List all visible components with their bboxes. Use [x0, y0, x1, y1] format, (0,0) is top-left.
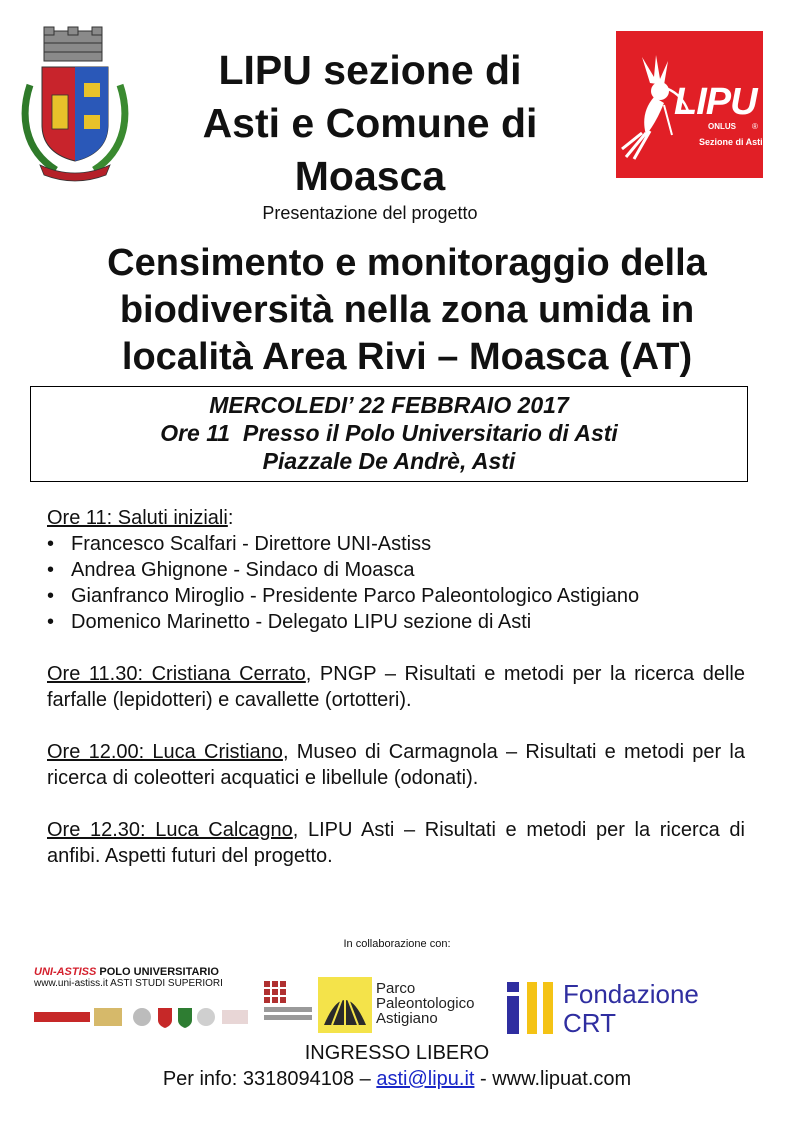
uni-astiss-logo	[34, 966, 249, 1038]
parco-line: Parco	[376, 980, 416, 997]
headline-line: località Area Rivi – Moasca (AT)	[121, 336, 693, 378]
talk-text: , Museo di Carmagnola – Risultati e metodi per la ricerca di coleotteri acquatici e libellule (odonati).	[47, 741, 745, 789]
uni-astiss-polo: POLO UNIVERSITARIO	[96, 966, 219, 978]
uni-astiss-studi: ASTI STUDI SUPERIORI	[107, 978, 223, 989]
uni-astiss-line2	[34, 978, 249, 989]
sponsor-logos-icon	[34, 1004, 249, 1030]
talk-item	[47, 739, 745, 791]
uni-astiss-line1	[34, 966, 249, 978]
greetings-label: Ore 11: Saluti iniziali	[47, 507, 228, 529]
info-suffix: - www.lipuat.com	[474, 1068, 632, 1090]
program	[47, 505, 745, 895]
lipu-logo	[616, 31, 763, 178]
event-date: MERCOLEDI’ 22 FEBBRAIO 2017	[209, 392, 569, 418]
list-item: • Domenico Marinetto - Delegato LIPU sezione di Asti	[47, 609, 745, 635]
project-headline	[40, 240, 774, 381]
greetings-heading	[47, 505, 745, 531]
event-time-place: Ore 11 Presso il Polo Universitario di Asti	[160, 420, 618, 446]
talk-label: Ore 12.00: Luca Cristiano	[47, 741, 283, 763]
event-address: Piazzale De Andrè, Asti	[262, 448, 516, 474]
parco-line: Astigiano	[376, 1010, 438, 1027]
talk-label: Ore 12.30: Luca Calcagno	[47, 819, 293, 841]
crt-line: CRT	[563, 1008, 616, 1038]
uni-astiss-url: www.uni-astiss.it	[34, 978, 108, 989]
lipu-onlus: ONLUS	[708, 122, 736, 131]
list-item: • Gianfranco Miroglio - Presidente Parco Paleontologico Astigiano	[47, 583, 745, 609]
talk-text: , LIPU Asti – Risultati e metodi per la ricerca di anfibi. Aspetti futuri del progetto.	[47, 819, 745, 867]
uni-astiss-name: UNI-ASTISS	[34, 966, 97, 978]
list-item: • Francesco Scalfari - Direttore UNI-Astiss	[47, 531, 745, 557]
lipu-registered: ®	[752, 122, 758, 131]
talk-label: Ore 11.30: Cristiana Cerrato	[47, 663, 306, 685]
title-line: Moasca	[294, 153, 446, 199]
subtitle: Presentazione del progetto	[262, 203, 478, 223]
talk-item	[47, 817, 745, 869]
greetings-colon: :	[227, 507, 234, 529]
moasca-coat-of-arms	[16, 25, 134, 183]
parco-text	[376, 981, 474, 1026]
free-entry: INGRESSO LIBERO	[304, 1042, 490, 1064]
collaboration-label: In collaborazione con:	[343, 938, 451, 950]
talk-item	[47, 661, 745, 713]
regione-piemonte-shell-icon	[262, 977, 374, 1033]
lipu-section: Sezione di Asti	[699, 137, 763, 147]
crt-line: Fondazione	[563, 979, 699, 1009]
event-details-box	[30, 386, 748, 482]
crt-bars-icon	[505, 980, 557, 1038]
page-title	[150, 44, 590, 203]
title-line: LIPU sezione di	[218, 47, 522, 93]
lipu-wordmark: LIPU	[674, 81, 757, 123]
speaker-list	[47, 531, 745, 635]
fondazione-crt-logo	[505, 980, 720, 1038]
headline-line: Censimento e monitoraggio della	[107, 242, 707, 284]
headline-line: biodiversità nella zona umida in	[119, 289, 695, 331]
parco-line: Paleontologico	[376, 995, 475, 1012]
talk-text: , PNGP – Risultati e metodi per la ricerca delle farfalle (lepidotteri) e cavallette (ortotteri).	[47, 663, 745, 711]
crt-text	[563, 980, 699, 1038]
email-link[interactable]: asti@lipu.it	[376, 1068, 475, 1090]
title-line: Asti e Comune di	[202, 100, 538, 146]
info-prefix: Per info: 3318094108 –	[162, 1068, 377, 1090]
contact-info	[0, 1068, 794, 1091]
parco-paleontologico-logo	[262, 975, 490, 1033]
list-item: • Andrea Ghignone - Sindaco di Moasca	[47, 557, 745, 583]
